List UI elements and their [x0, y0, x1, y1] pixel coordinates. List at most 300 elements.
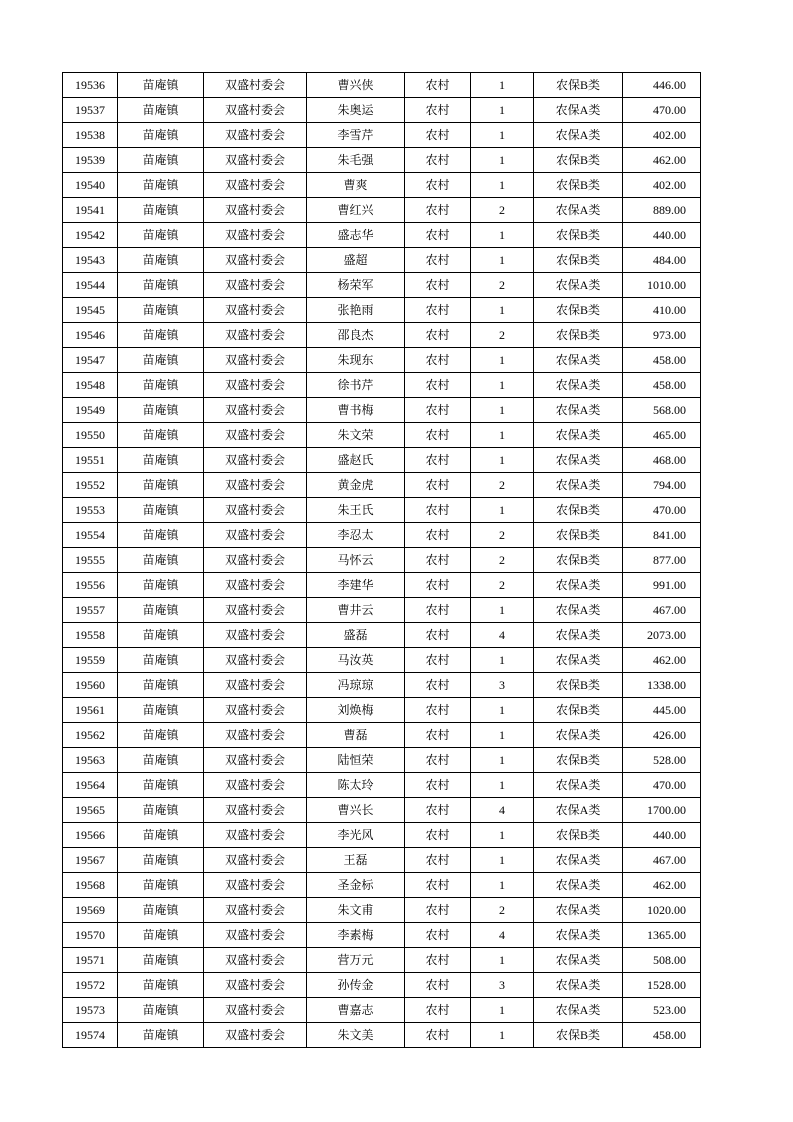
table-cell-village: 双盛村委会 [204, 323, 307, 348]
table-cell-id: 19570 [63, 923, 118, 948]
table-cell-name: 李建华 [307, 573, 405, 598]
table-cell-category: 农保A类 [534, 998, 623, 1023]
table-cell-town: 苗庵镇 [118, 523, 204, 548]
table-cell-name: 盛超 [307, 248, 405, 273]
table-row [63, 1023, 701, 1048]
table-cell-town: 苗庵镇 [118, 748, 204, 773]
table-cell-id: 19549 [63, 398, 118, 423]
table-body [63, 73, 701, 1048]
table-cell-amount: 1338.00 [623, 673, 701, 698]
table-cell-category: 农保B类 [534, 1023, 623, 1048]
table-row [63, 773, 701, 798]
table-cell-village: 双盛村委会 [204, 698, 307, 723]
table-cell-category: 农保A类 [534, 873, 623, 898]
table-cell-id: 19546 [63, 323, 118, 348]
table-cell-name: 杨荣军 [307, 273, 405, 298]
table-cell-type: 农村 [405, 923, 471, 948]
table-cell-type: 农村 [405, 73, 471, 98]
table-cell-count: 1 [471, 498, 534, 523]
table-cell-category: 农保A类 [534, 848, 623, 873]
table-cell-id: 19563 [63, 748, 118, 773]
table-cell-id: 19541 [63, 198, 118, 223]
table-cell-town: 苗庵镇 [118, 723, 204, 748]
table-cell-id: 19552 [63, 473, 118, 498]
table-cell-id: 19562 [63, 723, 118, 748]
table-cell-town: 苗庵镇 [118, 548, 204, 573]
table-cell-id: 19536 [63, 73, 118, 98]
table-cell-category: 农保A类 [534, 973, 623, 998]
table-cell-village: 双盛村委会 [204, 573, 307, 598]
table-cell-amount: 523.00 [623, 998, 701, 1023]
table-cell-id: 19540 [63, 173, 118, 198]
table-cell-category: 农保A类 [534, 373, 623, 398]
table-row [63, 848, 701, 873]
table-cell-village: 双盛村委会 [204, 623, 307, 648]
table-cell-count: 3 [471, 673, 534, 698]
table-cell-id: 19567 [63, 848, 118, 873]
table-cell-count: 1 [471, 648, 534, 673]
table-row [63, 348, 701, 373]
table-cell-type: 农村 [405, 698, 471, 723]
table-cell-id: 19553 [63, 498, 118, 523]
table-cell-category: 农保A类 [534, 448, 623, 473]
table-cell-town: 苗庵镇 [118, 248, 204, 273]
table-cell-category: 农保A类 [534, 773, 623, 798]
table-cell-name: 曹井云 [307, 598, 405, 623]
table-cell-village: 双盛村委会 [204, 723, 307, 748]
table-cell-amount: 426.00 [623, 723, 701, 748]
table-cell-count: 1 [471, 73, 534, 98]
table-cell-count: 2 [471, 573, 534, 598]
table-cell-village: 双盛村委会 [204, 873, 307, 898]
table-cell-count: 1 [471, 723, 534, 748]
table-cell-amount: 470.00 [623, 773, 701, 798]
table-cell-amount: 462.00 [623, 873, 701, 898]
table-cell-village: 双盛村委会 [204, 798, 307, 823]
table-cell-type: 农村 [405, 248, 471, 273]
table-cell-village: 双盛村委会 [204, 73, 307, 98]
table-cell-count: 1 [471, 148, 534, 173]
table-cell-type: 农村 [405, 373, 471, 398]
table-cell-count: 1 [471, 773, 534, 798]
table-cell-type: 农村 [405, 98, 471, 123]
table-cell-count: 4 [471, 923, 534, 948]
table-cell-category: 农保A类 [534, 623, 623, 648]
table-cell-type: 农村 [405, 973, 471, 998]
table-row [63, 198, 701, 223]
table-cell-name: 朱毛强 [307, 148, 405, 173]
table-row [63, 623, 701, 648]
table-cell-town: 苗庵镇 [118, 948, 204, 973]
table-cell-category: 农保A类 [534, 898, 623, 923]
table-cell-village: 双盛村委会 [204, 223, 307, 248]
table-cell-type: 农村 [405, 998, 471, 1023]
table-cell-category: 农保B类 [534, 548, 623, 573]
table-cell-amount: 470.00 [623, 498, 701, 523]
table-cell-town: 苗庵镇 [118, 148, 204, 173]
table-cell-category: 农保A类 [534, 398, 623, 423]
table-cell-town: 苗庵镇 [118, 623, 204, 648]
table-cell-name: 李光风 [307, 823, 405, 848]
table-row [63, 398, 701, 423]
table-cell-village: 双盛村委会 [204, 948, 307, 973]
table-cell-category: 农保B类 [534, 498, 623, 523]
table-cell-count: 1 [471, 423, 534, 448]
table-cell-name: 马怀云 [307, 548, 405, 573]
table-cell-name: 王磊 [307, 848, 405, 873]
table-cell-name: 盛赵氏 [307, 448, 405, 473]
table-cell-town: 苗庵镇 [118, 898, 204, 923]
table-cell-village: 双盛村委会 [204, 548, 307, 573]
table-cell-id: 19539 [63, 148, 118, 173]
table-cell-category: 农保B类 [534, 523, 623, 548]
table-cell-town: 苗庵镇 [118, 773, 204, 798]
table-cell-amount: 991.00 [623, 573, 701, 598]
table-cell-id: 19564 [63, 773, 118, 798]
table-cell-amount: 568.00 [623, 398, 701, 423]
table-row [63, 798, 701, 823]
table-cell-name: 朱文美 [307, 1023, 405, 1048]
table-cell-town: 苗庵镇 [118, 798, 204, 823]
table-cell-type: 农村 [405, 498, 471, 523]
table-cell-category: 农保A类 [534, 798, 623, 823]
table-cell-count: 1 [471, 823, 534, 848]
table-row [63, 698, 701, 723]
table-cell-id: 19558 [63, 623, 118, 648]
table-cell-name: 陆恒荣 [307, 748, 405, 773]
table-cell-count: 1 [471, 598, 534, 623]
table-cell-id: 19557 [63, 598, 118, 623]
table-cell-category: 农保A类 [534, 473, 623, 498]
table-cell-name: 李忍太 [307, 523, 405, 548]
table-cell-amount: 468.00 [623, 448, 701, 473]
table-cell-village: 双盛村委会 [204, 898, 307, 923]
table-cell-category: 农保A类 [534, 573, 623, 598]
table-cell-name: 盛志华 [307, 223, 405, 248]
table-cell-id: 19568 [63, 873, 118, 898]
table-cell-village: 双盛村委会 [204, 423, 307, 448]
table-cell-count: 1 [471, 698, 534, 723]
table-cell-town: 苗庵镇 [118, 323, 204, 348]
table-cell-count: 1 [471, 998, 534, 1023]
table-cell-type: 农村 [405, 198, 471, 223]
table-cell-village: 双盛村委会 [204, 598, 307, 623]
table-cell-amount: 446.00 [623, 73, 701, 98]
table-cell-count: 1 [471, 373, 534, 398]
table-cell-type: 农村 [405, 123, 471, 148]
table-cell-category: 农保B类 [534, 298, 623, 323]
table-row [63, 648, 701, 673]
table-cell-town: 苗庵镇 [118, 848, 204, 873]
table-cell-type: 农村 [405, 298, 471, 323]
table-cell-id: 19550 [63, 423, 118, 448]
table-cell-type: 农村 [405, 948, 471, 973]
table-cell-village: 双盛村委会 [204, 523, 307, 548]
table-cell-name: 朱现东 [307, 348, 405, 373]
table-row [63, 323, 701, 348]
table-cell-type: 农村 [405, 573, 471, 598]
table-row [63, 898, 701, 923]
table-cell-type: 农村 [405, 723, 471, 748]
table-cell-type: 农村 [405, 1023, 471, 1048]
table-cell-village: 双盛村委会 [204, 373, 307, 398]
table-cell-amount: 445.00 [623, 698, 701, 723]
table-cell-id: 19571 [63, 948, 118, 973]
table-cell-town: 苗庵镇 [118, 123, 204, 148]
table-cell-amount: 470.00 [623, 98, 701, 123]
table-cell-id: 19556 [63, 573, 118, 598]
table-cell-count: 4 [471, 798, 534, 823]
table-cell-type: 农村 [405, 323, 471, 348]
table-cell-category: 农保B类 [534, 248, 623, 273]
table-cell-count: 2 [471, 198, 534, 223]
table-cell-town: 苗庵镇 [118, 348, 204, 373]
table-cell-count: 1 [471, 448, 534, 473]
table-cell-town: 苗庵镇 [118, 573, 204, 598]
table-cell-count: 1 [471, 748, 534, 773]
table-cell-amount: 889.00 [623, 198, 701, 223]
table-cell-village: 双盛村委会 [204, 973, 307, 998]
table-cell-type: 农村 [405, 223, 471, 248]
table-cell-amount: 465.00 [623, 423, 701, 448]
table-row [63, 473, 701, 498]
table-cell-town: 苗庵镇 [118, 648, 204, 673]
table-cell-category: 农保B类 [534, 73, 623, 98]
table-cell-town: 苗庵镇 [118, 873, 204, 898]
table-cell-town: 苗庵镇 [118, 98, 204, 123]
table-cell-name: 马汝英 [307, 648, 405, 673]
table-cell-village: 双盛村委会 [204, 98, 307, 123]
table-cell-count: 1 [471, 248, 534, 273]
table-cell-village: 双盛村委会 [204, 648, 307, 673]
table-cell-village: 双盛村委会 [204, 923, 307, 948]
table-cell-name: 朱文荣 [307, 423, 405, 448]
table-cell-type: 农村 [405, 773, 471, 798]
table-cell-town: 苗庵镇 [118, 473, 204, 498]
table-cell-id: 19544 [63, 273, 118, 298]
table-row [63, 298, 701, 323]
table-cell-name: 朱奥运 [307, 98, 405, 123]
table-row [63, 748, 701, 773]
table-cell-category: 农保A类 [534, 98, 623, 123]
table-cell-town: 苗庵镇 [118, 73, 204, 98]
table-cell-type: 农村 [405, 448, 471, 473]
table-cell-category: 农保A类 [534, 598, 623, 623]
table-cell-town: 苗庵镇 [118, 448, 204, 473]
table-cell-amount: 1700.00 [623, 798, 701, 823]
table-cell-count: 1 [471, 98, 534, 123]
table-cell-count: 1 [471, 398, 534, 423]
table-row [63, 673, 701, 698]
table-cell-id: 19566 [63, 823, 118, 848]
table-cell-town: 苗庵镇 [118, 223, 204, 248]
table-cell-count: 1 [471, 223, 534, 248]
table-cell-amount: 462.00 [623, 648, 701, 673]
table-cell-name: 徐书芹 [307, 373, 405, 398]
table-cell-count: 1 [471, 848, 534, 873]
table-cell-type: 农村 [405, 648, 471, 673]
table-cell-count: 1 [471, 298, 534, 323]
table-cell-category: 农保B类 [534, 323, 623, 348]
table-cell-category: 农保B类 [534, 673, 623, 698]
table-cell-category: 农保B类 [534, 148, 623, 173]
table-row [63, 173, 701, 198]
table-cell-type: 农村 [405, 473, 471, 498]
table-cell-amount: 467.00 [623, 598, 701, 623]
table-cell-village: 双盛村委会 [204, 198, 307, 223]
table-cell-name: 冯琼琼 [307, 673, 405, 698]
table-row [63, 498, 701, 523]
table-cell-category: 农保A类 [534, 123, 623, 148]
table-cell-amount: 877.00 [623, 548, 701, 573]
table-cell-amount: 458.00 [623, 373, 701, 398]
table-cell-type: 农村 [405, 148, 471, 173]
table-cell-town: 苗庵镇 [118, 998, 204, 1023]
table-cell-count: 2 [471, 898, 534, 923]
table-row [63, 98, 701, 123]
table-cell-name: 孙传金 [307, 973, 405, 998]
table-cell-town: 苗庵镇 [118, 398, 204, 423]
table-cell-id: 19572 [63, 973, 118, 998]
table-cell-village: 双盛村委会 [204, 248, 307, 273]
table-cell-id: 19545 [63, 298, 118, 323]
table-row [63, 598, 701, 623]
table-cell-count: 2 [471, 273, 534, 298]
table-cell-category: 农保B类 [534, 823, 623, 848]
table-cell-type: 农村 [405, 348, 471, 373]
table-cell-count: 1 [471, 123, 534, 148]
table-cell-type: 农村 [405, 898, 471, 923]
table-cell-village: 双盛村委会 [204, 848, 307, 873]
table-cell-id: 19555 [63, 548, 118, 573]
table-cell-village: 双盛村委会 [204, 748, 307, 773]
table-cell-amount: 508.00 [623, 948, 701, 973]
table-cell-name: 曹兴侠 [307, 73, 405, 98]
table-cell-type: 农村 [405, 748, 471, 773]
table-cell-town: 苗庵镇 [118, 598, 204, 623]
table-cell-town: 苗庵镇 [118, 923, 204, 948]
table-cell-type: 农村 [405, 798, 471, 823]
table-cell-name: 圣金标 [307, 873, 405, 898]
table-cell-id: 19559 [63, 648, 118, 673]
table-cell-name: 朱文甫 [307, 898, 405, 923]
table-cell-name: 曹磊 [307, 723, 405, 748]
table-row [63, 948, 701, 973]
table-row [63, 723, 701, 748]
table-cell-village: 双盛村委会 [204, 398, 307, 423]
table-row [63, 148, 701, 173]
table-cell-name: 张艳雨 [307, 298, 405, 323]
table-cell-category: 农保A类 [534, 948, 623, 973]
table-cell-amount: 402.00 [623, 173, 701, 198]
table-cell-type: 农村 [405, 398, 471, 423]
table-cell-village: 双盛村委会 [204, 498, 307, 523]
table-cell-category: 农保A类 [534, 198, 623, 223]
table-cell-type: 农村 [405, 873, 471, 898]
table-cell-amount: 410.00 [623, 298, 701, 323]
table-cell-category: 农保B类 [534, 173, 623, 198]
table-row [63, 373, 701, 398]
table-cell-id: 19573 [63, 998, 118, 1023]
table-cell-name: 曹嘉志 [307, 998, 405, 1023]
table-cell-name: 盛磊 [307, 623, 405, 648]
table-cell-count: 2 [471, 523, 534, 548]
table-cell-name: 陈太玲 [307, 773, 405, 798]
table-cell-type: 农村 [405, 673, 471, 698]
table-cell-town: 苗庵镇 [118, 423, 204, 448]
table-cell-name: 邵良杰 [307, 323, 405, 348]
table-cell-category: 农保B类 [534, 223, 623, 248]
table-row [63, 123, 701, 148]
table-cell-name: 曹书梅 [307, 398, 405, 423]
table-cell-id: 19542 [63, 223, 118, 248]
table-cell-name: 曹爽 [307, 173, 405, 198]
table-cell-name: 曹红兴 [307, 198, 405, 223]
table-row [63, 573, 701, 598]
table-cell-type: 农村 [405, 623, 471, 648]
table-cell-village: 双盛村委会 [204, 1023, 307, 1048]
table-cell-amount: 528.00 [623, 748, 701, 773]
table-cell-count: 2 [471, 548, 534, 573]
table-cell-category: 农保A类 [534, 273, 623, 298]
table-cell-count: 1 [471, 348, 534, 373]
payment-table [62, 72, 701, 1048]
table-cell-amount: 1020.00 [623, 898, 701, 923]
table-cell-town: 苗庵镇 [118, 698, 204, 723]
table-row [63, 998, 701, 1023]
table-cell-village: 双盛村委会 [204, 773, 307, 798]
table-cell-name: 李雪芹 [307, 123, 405, 148]
table-cell-id: 19548 [63, 373, 118, 398]
table-cell-village: 双盛村委会 [204, 298, 307, 323]
table-cell-amount: 794.00 [623, 473, 701, 498]
table-cell-count: 2 [471, 473, 534, 498]
table-cell-count: 3 [471, 973, 534, 998]
table-cell-count: 4 [471, 623, 534, 648]
table-cell-amount: 1010.00 [623, 273, 701, 298]
table-cell-village: 双盛村委会 [204, 448, 307, 473]
table-cell-name: 李素梅 [307, 923, 405, 948]
table-cell-category: 农保A类 [534, 348, 623, 373]
table-cell-town: 苗庵镇 [118, 973, 204, 998]
table-cell-town: 苗庵镇 [118, 1023, 204, 1048]
table-cell-village: 双盛村委会 [204, 148, 307, 173]
table-cell-amount: 402.00 [623, 123, 701, 148]
table-cell-category: 农保A类 [534, 923, 623, 948]
table-row [63, 273, 701, 298]
table-cell-id: 19565 [63, 798, 118, 823]
table-cell-village: 双盛村委会 [204, 273, 307, 298]
table-cell-amount: 1528.00 [623, 973, 701, 998]
table-cell-category: 农保A类 [534, 648, 623, 673]
table-cell-type: 农村 [405, 823, 471, 848]
table-cell-count: 2 [471, 323, 534, 348]
table-cell-type: 农村 [405, 598, 471, 623]
table-cell-town: 苗庵镇 [118, 823, 204, 848]
table-cell-amount: 440.00 [623, 223, 701, 248]
table-row [63, 223, 701, 248]
table-cell-amount: 484.00 [623, 248, 701, 273]
table-row [63, 823, 701, 848]
table-cell-type: 农村 [405, 173, 471, 198]
table-cell-village: 双盛村委会 [204, 473, 307, 498]
table-cell-id: 19537 [63, 98, 118, 123]
table-cell-id: 19547 [63, 348, 118, 373]
table-cell-id: 19543 [63, 248, 118, 273]
table-cell-amount: 1365.00 [623, 923, 701, 948]
table-cell-town: 苗庵镇 [118, 373, 204, 398]
table-cell-name: 黄金虎 [307, 473, 405, 498]
